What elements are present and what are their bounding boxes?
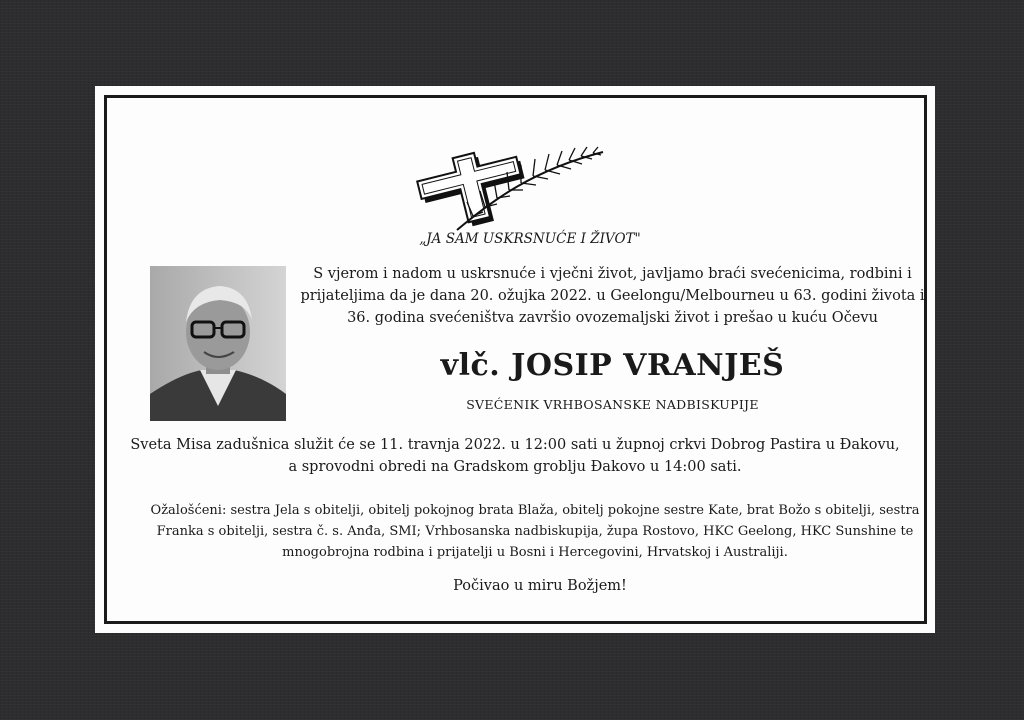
motto: „JA SAM USKRSNUĆE I ŽIVOT" [419, 231, 641, 247]
mass-details [95, 434, 935, 478]
intro-text [290, 263, 935, 329]
mass-line: Sveta Misa zadušnica služit će se 11. travnja 2022. u 12:00 sati u župnoj crkvi Dobrog Pastira u Đakovu, [130, 437, 900, 453]
obituary-card [95, 86, 935, 633]
mourners-list [135, 500, 935, 563]
mourners-line: Ožalošćeni: sestra Jela s obitelji, obitelj pokojnog brata Blaža, obitelj pokojne sestre Kate, brat Božo s obitelji, sestra [150, 503, 920, 518]
deceased-title: SVEĆENIK VRHBOSANSKE NADBISKUPIJE [466, 397, 759, 412]
portrait-photo [150, 266, 286, 421]
mourners-line: Franka s obitelji, sestra č. s. Anđa, SMI; Vrhbosanska nadbiskupija, župa Rostovo, HKC Geelong, HKC Sunshine te [156, 524, 914, 539]
mourners-line: mnogobrojna rodbina i prijatelji u Bosni i Hercegovini, Hrvatskoj i Australiji. [282, 545, 788, 560]
intro-line: prijateljima da je dana 20. ožujka 2022. u Geelongu/Melbourneu u 63. godini života i [300, 288, 925, 304]
intro-line: 36. godina svećeništva završio ovozemaljski život i prešao u kuću Očevu [347, 310, 878, 326]
mass-line: a sprovodni obredi na Gradskom groblju Đakovo u 14:00 sati. [288, 459, 742, 475]
closing-phrase: Počivao u miru Božjem! [453, 578, 627, 594]
cross-with-palm-icon [413, 140, 613, 232]
deceased-name: vlč. JOSIP VRANJEŠ [440, 348, 785, 383]
intro-line: S vjerom i nadom u uskrsnuće i vječni život, javljamo braći svećenicima, rodbini i [313, 266, 912, 282]
